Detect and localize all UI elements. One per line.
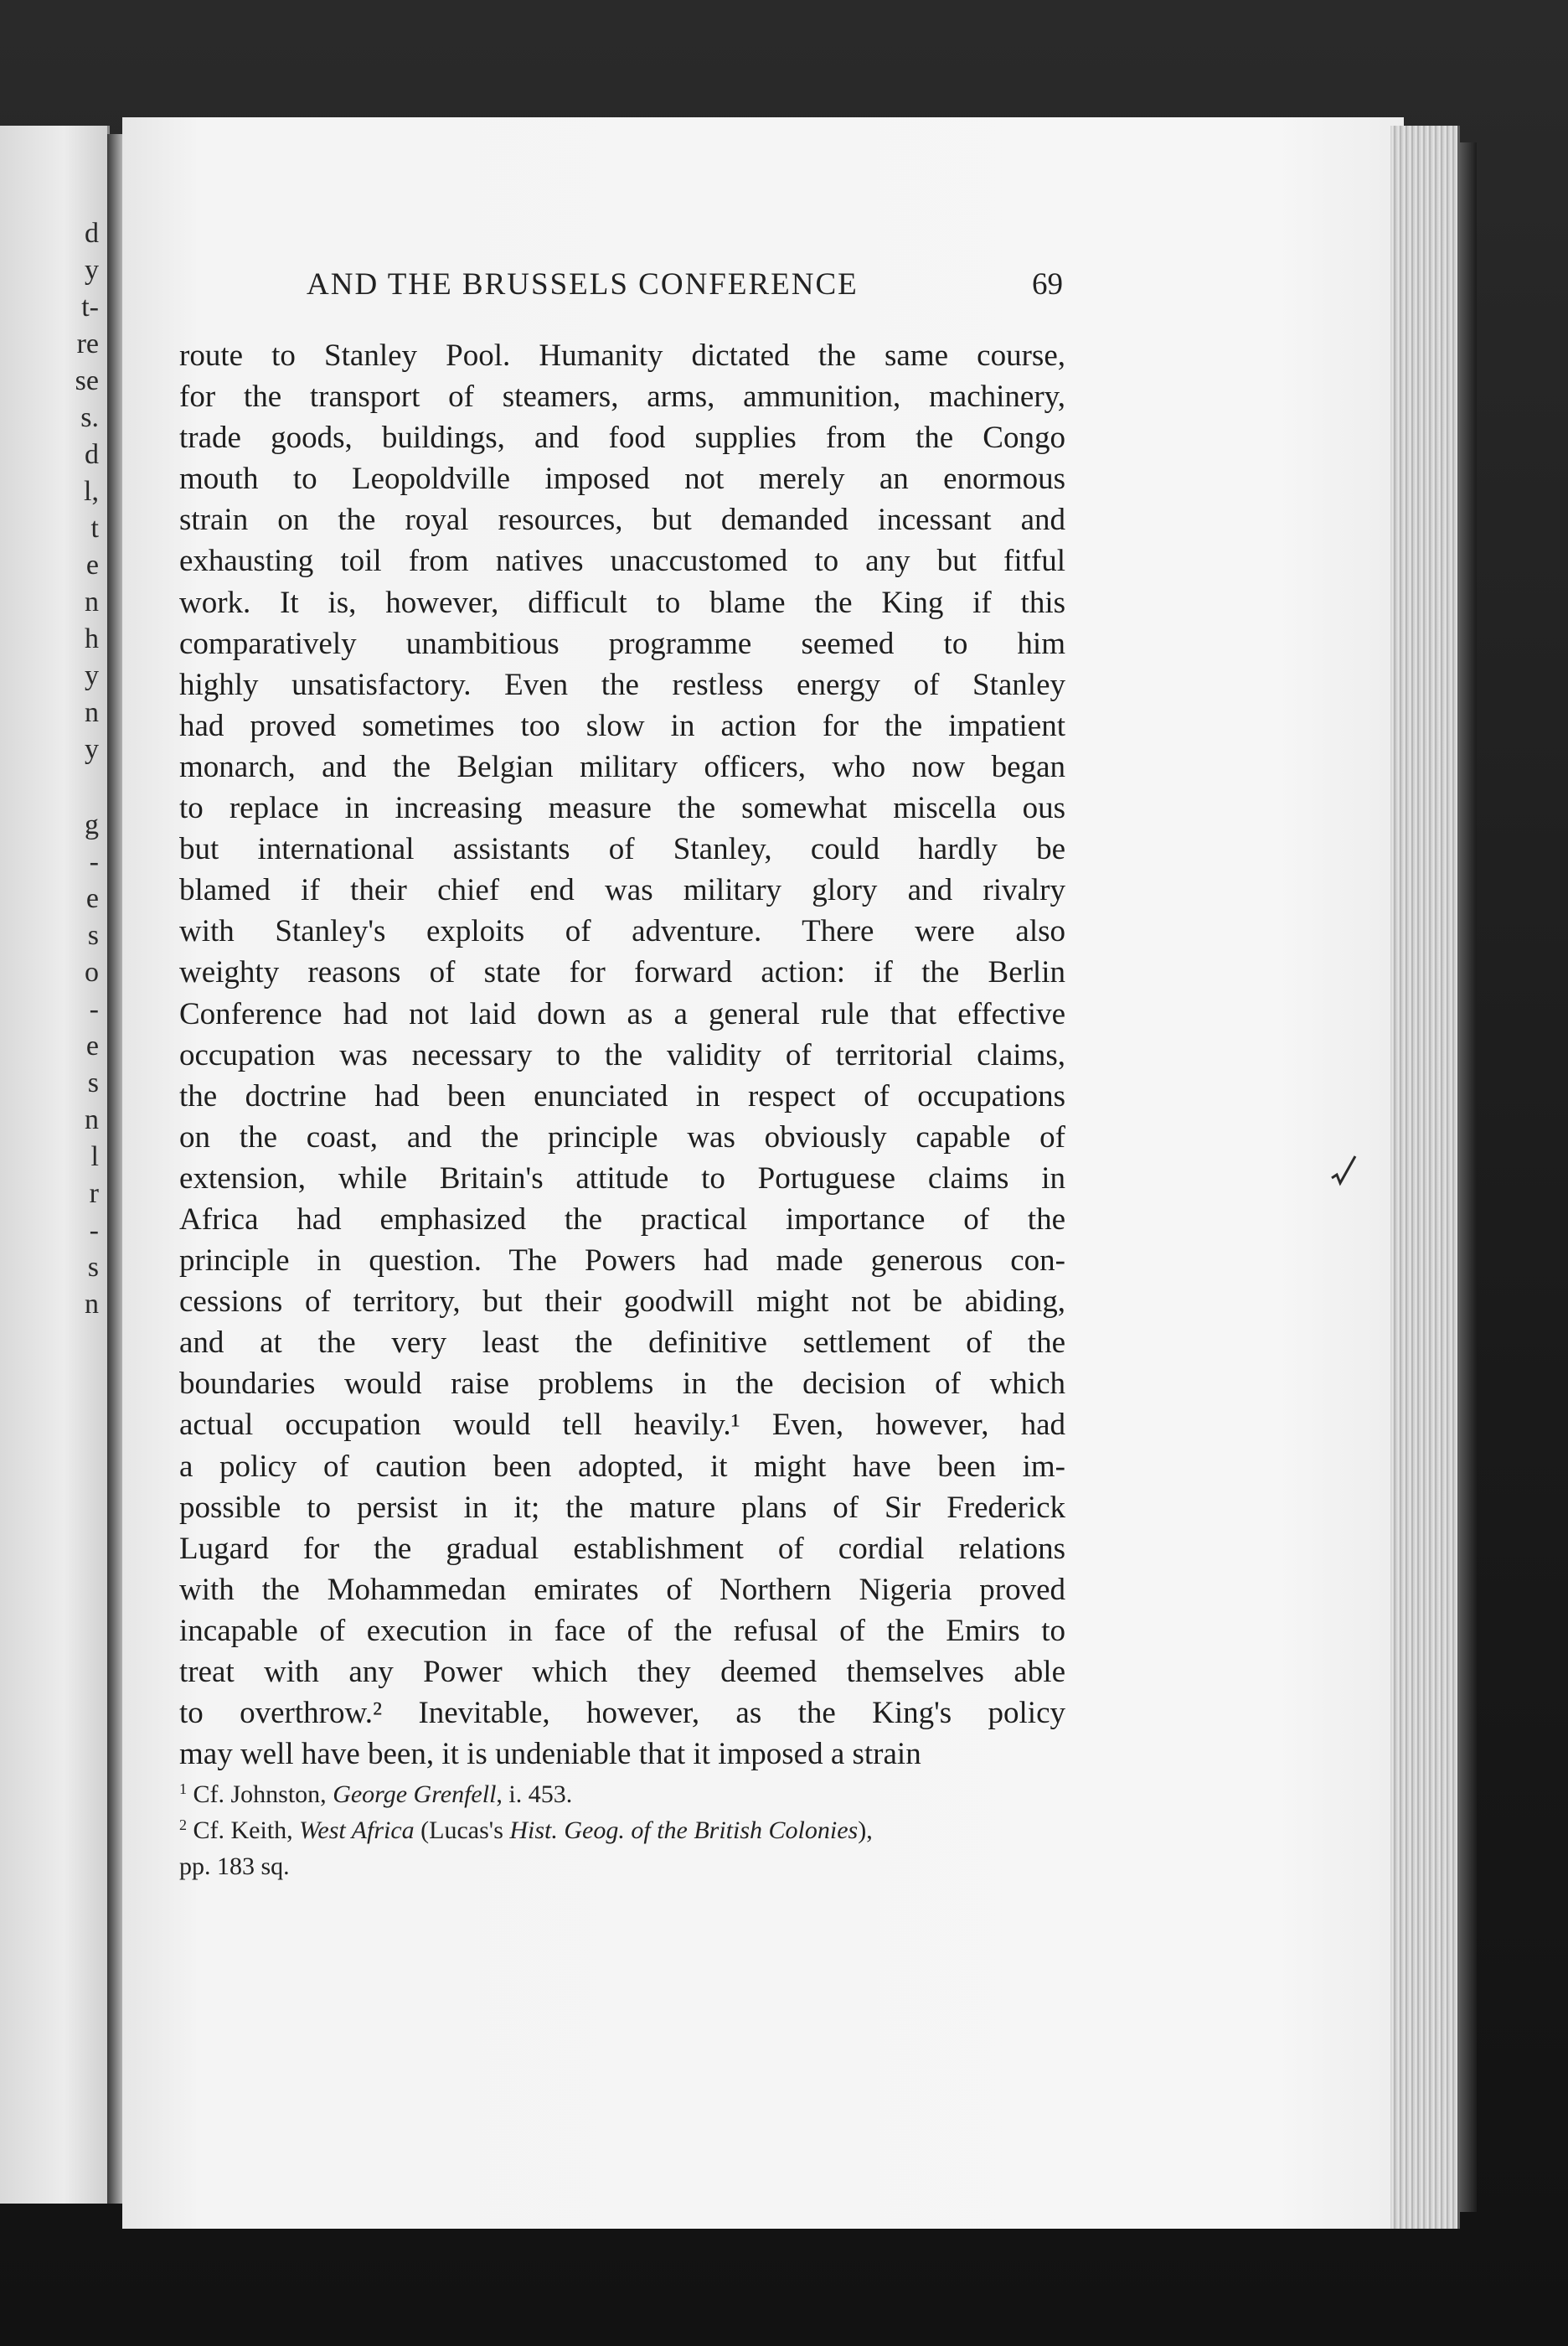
text-line: had proved sometimes too slow in action for the impatient (179, 708, 1065, 743)
text-line: exhausting toil from natives unaccustomed to any but fitful (179, 544, 1065, 579)
left-page-text-fragment: d (85, 218, 99, 249)
left-page-text-fragment: s (87, 920, 99, 951)
left-page-text-fragment: r (89, 1178, 99, 1209)
text-line: may well have been, it is undeniable that it imposed a strain (179, 1737, 921, 1772)
text-line: work. It is, however, difficult to blame the King if this (179, 585, 1065, 620)
left-page-text-fragment: l (90, 1141, 99, 1172)
running-head: AND THE BRUSSELS CONFERENCE (307, 267, 859, 302)
left-page-text-fragment: n (85, 1104, 99, 1135)
left-page-text-fragment: e (85, 883, 99, 914)
text-line: route to Stanley Pool. Humanity dictated the same course, (179, 338, 1065, 373)
left-page-text-fragment: - (89, 846, 99, 877)
footnotes (179, 1776, 1065, 1884)
left-page-text-fragment: e (85, 550, 99, 581)
text-line: blamed if their chief end was military glory and rivalry (179, 873, 1065, 908)
left-page-text-fragment: - (89, 1215, 99, 1246)
text-line: to overthrow.² Inevitable, however, as the King's policy (179, 1696, 1065, 1731)
text-line: monarch, and the Belgian military officers, who now began (179, 749, 1065, 784)
footnote-1: $^1$ Cf. Johnston, George Grenfell, i. 453. (179, 1780, 573, 1808)
left-page-text-fragment: s (87, 1067, 99, 1098)
left-page-edge (0, 126, 110, 2204)
text-line: highly unsatisfactory. Even the restless energy of Stanley (179, 667, 1065, 702)
text-line: cessions of territory, but their goodwill might not be abiding, (179, 1284, 1065, 1320)
text-line: strain on the royal resources, but demanded incessant and (179, 503, 1065, 538)
left-page-text-fragment: t (90, 513, 99, 544)
text-line: but international assistants of Stanley, could hardly be (179, 832, 1065, 867)
left-page-text-fragment: y (85, 660, 99, 691)
footnote-2: $^2$ Cf. Keith, West Africa (Lucas's Hist. Geog. of the British Colonies), (179, 1816, 873, 1844)
left-page-text-fragment: d (85, 439, 99, 470)
text-line: the doctrine had been enunciated in respect of occupations (179, 1078, 1065, 1114)
body-text (179, 335, 1065, 1775)
page-number: 69 (1032, 267, 1063, 302)
left-page-text-fragment: n (85, 1289, 99, 1320)
page-stack-shadow (1460, 142, 1477, 2212)
footnote-2-continuation: pp. 183 sq. (179, 1853, 290, 1880)
left-page-text-fragment: e (85, 1031, 99, 1062)
text-line: weighty reasons of state for forward action: if the Berlin (179, 955, 1065, 990)
text-line: on the coast, and the principle was obviously capable of (179, 1119, 1065, 1155)
left-page-text-fragment: s. (80, 402, 99, 433)
left-page-text-fragment: n (85, 586, 99, 618)
text-line: principle in question. The Powers had made generous con- (179, 1243, 1065, 1279)
left-page-text-fragment: s (87, 1252, 99, 1283)
text-line: for the transport of steamers, arms, ammunition, machinery, (179, 380, 1065, 415)
left-page-text-fragment: n (85, 697, 99, 728)
left-page-text-fragment: t- (81, 292, 99, 323)
text-line: actual occupation would tell heavily.¹ Even, however, had (179, 1408, 1065, 1443)
left-page-text-fragment: l, (84, 476, 99, 507)
text-line: a policy of caution been adopted, it might have been im- (179, 1449, 1065, 1484)
left-page-text-fragment: y (85, 255, 99, 286)
text-line: with the Mohammedan emirates of Northern Nigeria proved (179, 1572, 1065, 1607)
text-line: with Stanley's exploits of adventure. There were also (179, 914, 1065, 949)
text-line: mouth to Leopoldville imposed not merely an enormous (179, 462, 1065, 497)
text-line: trade goods, buildings, and food supplies from the Congo (179, 421, 1065, 456)
text-line: Conference had not laid down as a general rule that effective (179, 996, 1065, 1031)
text-line: to replace in increasing measure the somewhat miscella ous (179, 791, 1065, 826)
text-line: and at the very least the definitive settlement of the (179, 1325, 1065, 1361)
left-page-text-fragment: re (76, 328, 99, 359)
pencil-tick-mark (1328, 1153, 1359, 1195)
left-page-text-fragment: h (85, 623, 99, 654)
text-line: treat with any Power which they deemed themselves able (179, 1655, 1065, 1689)
text-line: incapable of execution in face of the refusal of the Emirs to (179, 1613, 1065, 1648)
left-page-text-fragment: se (75, 365, 99, 396)
text-line: comparatively unambitious programme seemed to him (179, 626, 1065, 661)
left-page-text-fragment: g (85, 809, 99, 840)
page-stack-edges (1390, 126, 1460, 2229)
text-line: Africa had emphasized the practical importance of the (179, 1201, 1065, 1237)
text-line: Lugard for the gradual establishment of cordial relations (179, 1531, 1065, 1566)
left-page-text-fragment: - (89, 994, 99, 1025)
text-line: possible to persist in it; the mature plans of Sir Frederick (179, 1490, 1065, 1525)
text-line: extension, while Britain's attitude to Portuguese claims in (179, 1160, 1065, 1196)
left-page-text-fragment: o (85, 957, 99, 988)
text-line: occupation was necessary to the validity of territorial claims, (179, 1037, 1065, 1072)
left-page-text-fragment: y (85, 734, 99, 765)
text-line: boundaries would raise problems in the decision of which (179, 1367, 1065, 1402)
